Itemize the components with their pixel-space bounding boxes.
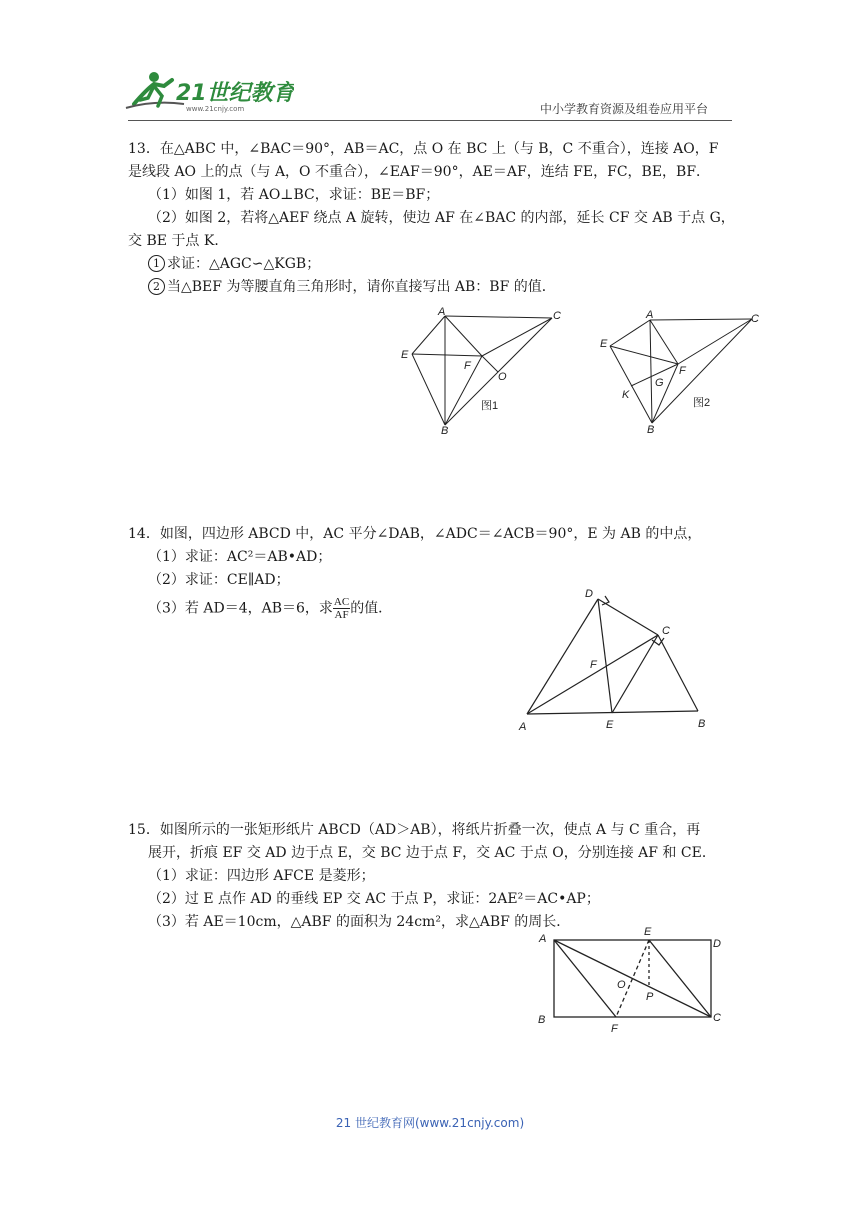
q13-sub2: 2 当△BEF 为等腰直角三角形时，请你直接写出 AB：BF 的值． [128,276,738,299]
point-label-F: F [590,659,597,671]
point-label-B: B [698,718,706,730]
point-label-A: A [539,933,547,945]
q14-stem: 14．如图，四边形 ABCD 中，AC 平分∠DAB，∠ADC＝∠ACB＝90°，E 为 AB 的中点， [128,526,702,542]
q14-figure [510,580,720,736]
point-label-F: F [611,1023,618,1035]
point-label-F: F [464,360,471,372]
circled-number-icon: 2 [148,278,165,295]
point-label-E: E [606,719,614,731]
q13-part2-line1: （2）如图 2，若将△AEF 绕点 A 旋转，使边 AF 在∠BAC 的内部，延长 CF 交 AB 于点 G， [148,210,735,226]
q14-part2: （2）求证：CE∥AD； [148,572,290,588]
point-label-A: A [519,721,527,733]
q13-stem-line2: 是线段 AO 上的点（与 A，O 不重合），∠EAF＝90°，AE＝AF，连结 FE，FC，BE，BF． [128,164,711,180]
point-label-B: B [538,1014,546,1026]
header-subtitle: 中小学教育资源及组卷应用平台 [540,102,709,116]
point-label-O: O [498,371,507,383]
q13-figure-1 [398,306,570,438]
point-label-C: C [553,310,561,322]
q15-part3: （3）若 AE＝10cm，△ABF 的面积为 24cm²，求△ABF 的周长． [148,914,571,930]
q15-part1: （1）求证：四边形 AFCE 是菱形； [148,868,375,884]
point-label-A: A [646,309,654,321]
q15-figure [530,922,735,1040]
q13-figure-2 [598,306,766,438]
point-label-B: B [441,425,449,437]
point-label-A: A [438,306,446,318]
q13-sub1: 1 求证：△AGC∽△KGB； [128,253,738,276]
q15-stem-line1: 15．如图所示的一张矩形纸片 ABCD（AD＞AB），将纸片折叠一次，使点 A 与 C 重合，再 [128,822,701,838]
q13-part1: （1）如图 1，若 AO⊥BC，求证：BE＝BF； [148,187,440,203]
logo-text: 21世纪教育 [176,81,294,106]
logo-url: www.21cnjy.com [186,105,245,113]
point-label-C: C [662,625,670,637]
point-label-C: C [751,313,759,325]
circled-number-icon: 1 [148,255,165,272]
point-label-E: E [401,349,409,361]
point-label-F: F [679,365,686,377]
point-label-D: D [585,588,593,600]
point-label-D: D [713,938,721,950]
point-label-P: P [646,991,654,1003]
point-label-O: O [617,979,626,991]
question-15 [128,819,738,934]
point-label-E: E [600,338,608,350]
fraction: $\frac{AC}{AF}$ [333,596,350,621]
q13-part2-line2: 交 BE 于点 K． [128,233,229,249]
q14-part3: （3）若 AD＝4，AB＝6，求 $\frac{AC}{AF}$ 的值． [148,596,393,621]
point-label-G: G [655,377,664,389]
figure-caption: 图1 [481,400,499,412]
q14-part1: （1）求证：AC²＝AB•AD； [148,549,332,565]
q15-part2: （2）过 E 点作 AD 的垂线 EP 交 AC 于点 P，求证：2AE²＝AC•AP； [148,891,600,907]
point-label-B: B [647,424,655,436]
site-logo [124,70,294,114]
q13-stem-line1: 13．在△ABC 中，∠BAC＝90°，AB＝AC，点 O 在 BC 上（与 B，C 不重合），连接 AO，F [128,141,719,157]
q15-stem-line2: 展开，折痕 EF 交 AD 边于点 E，交 BC 边于点 F，交 AC 于点 O，分别连接 AF 和 CE． [148,845,716,861]
header-divider [128,120,732,121]
question-13 [128,138,738,299]
point-label-E: E [644,926,652,938]
point-label-K: K [622,389,630,401]
point-label-C: C [713,1012,721,1024]
footer-link[interactable]: 21 世纪教育网(www.21cnjy.com) [335,1116,525,1130]
figure-caption: 图2 [693,397,711,409]
